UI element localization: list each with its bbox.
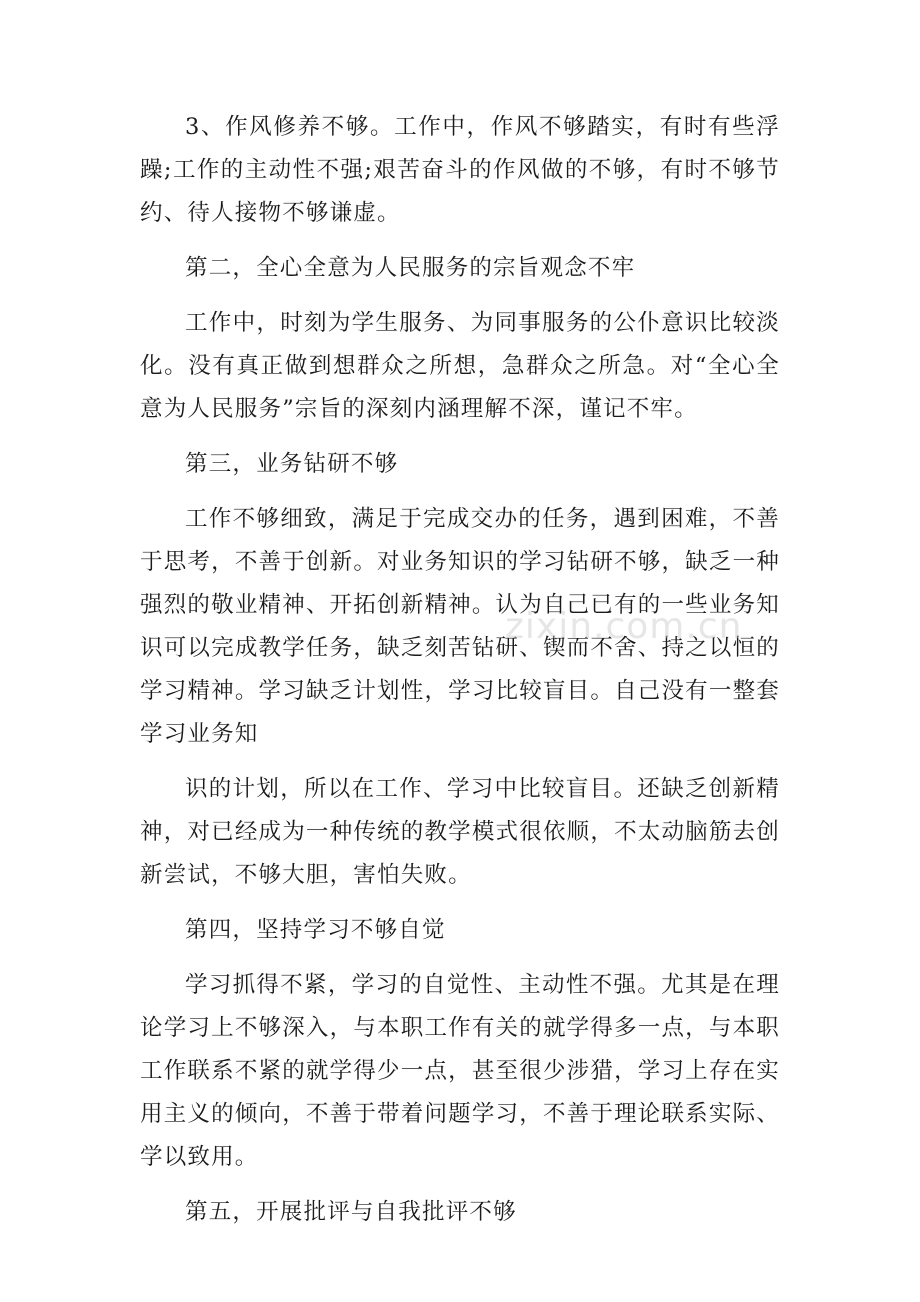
section-heading-5: 第五，开展批评与自我批评不够: [185, 1199, 517, 1225]
paragraph-business-study: 工作不够细致，满足于完成交办的任务，遇到困难，不善于思考，不善于创新。对业务知识的学习钻研不够，缺乏一种强烈的敬业精神、开拓创新精神。认为自己已有的一些业务知识可以完成教学任务，缺乏刻苦钻研、锲而不舍、持之以恒的学习精神。学习缺乏计划性，学习比较盲目。自己没有一整套学习业务知: [140, 506, 780, 747]
section-heading-4: 第四，坚持学习不够自觉: [185, 917, 446, 943]
section-heading-3: 第三，业务钻研不够: [185, 451, 399, 477]
paragraph-service-awareness: 工作中，时刻为学生服务、为同事服务的公仆意识比较淡化。没有真正做到想群众之所想，急群众之所急。对“全心全意为人民服务”宗旨的深刻内涵理解不深，谨记不牢。: [140, 310, 780, 422]
document-body: [140, 106, 780, 1246]
paragraph-learning-plan: 识的计划，所以在工作、学习中比较盲目。还缺乏创新精神，对已经成为一种传统的教学模式很依顺，不太动脑筋去创新尝试，不够大胆，害怕失败。: [140, 776, 780, 888]
paragraph-work-style: 3、作风修养不够。工作中，作风不够踏实，有时有些浮躁;工作的主动性不强;艰苦奋斗的作风做的不够，有时不够节约、待人接物不够谦虚。: [140, 114, 780, 226]
paragraph-study-consciousness: 学习抓得不紧，学习的自觉性、主动性不强。尤其是在理论学习上不够深入，与本职工作有关的就学得多一点，与本职工作联系不紧的就学得少一点，甚至很少涉猎，学习上存在实用主义的倾向，不善于带着问题学习，不善于理论联系实际、学以致用。: [140, 972, 780, 1170]
watermark-text: zixin.com.cn: [505, 606, 743, 647]
section-heading-2: 第二，全心全意为人民服务的宗旨观念不牢: [185, 255, 636, 281]
